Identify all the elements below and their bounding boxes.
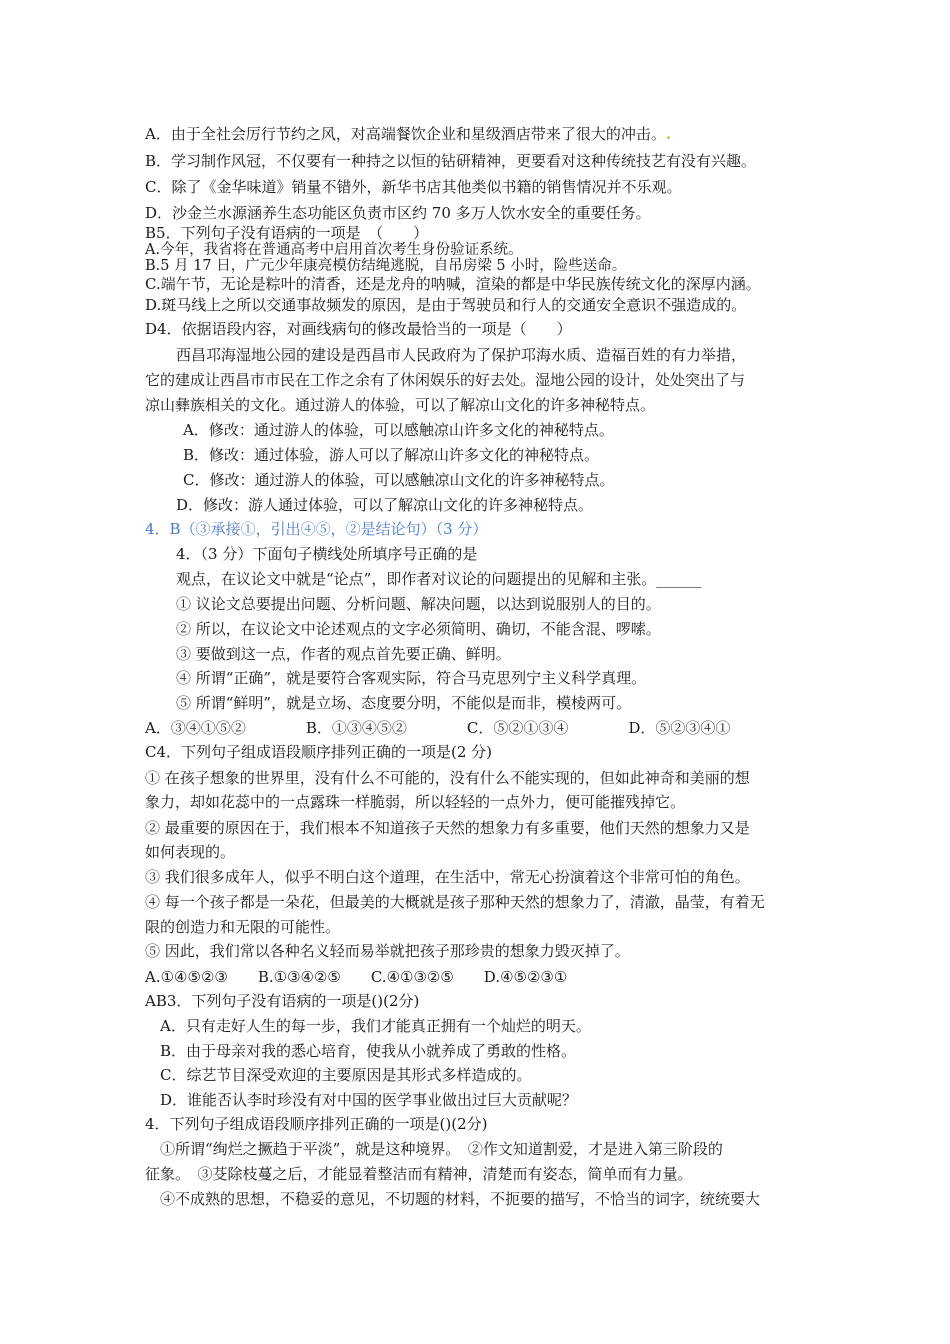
option-line: A．由于全社会厉行节约之风，对高端餐饮企业和星级酒店带来了很大的冲击。. (145, 125, 672, 143)
paragraph-line: 观点，在议论文中就是“论点”，即作者对议论的问题提出的见解和主张。______ (176, 570, 702, 588)
list-item: ⑤ 所谓“鲜明”，就是立场、态度要分明，不能似是而非，模棱两可。 (176, 694, 632, 712)
paragraph-line: ⑤ 因此，我们常以各种名义轻而易举就把孩子那珍贵的想象力毁灭掉了。 (145, 942, 630, 960)
answer-line: 4．B（③承接①，引出④⑤，②是结论句）（3 分） (145, 520, 488, 538)
paragraph-line: ① 在孩子想象的世界里，没有什么不可能的，没有什么不能实现的，但如此神奇和美丽的想 (145, 769, 750, 787)
list-item: ② 所以，在议论文中论述观点的文字必须简明、确切，不能含混、啰嗦。 (176, 620, 661, 638)
highlight-mark: . (665, 125, 672, 143)
option-line: A.今年，我省将在普通高考中启用首次考生身份验证系统。 (145, 242, 523, 258)
option-line: C．修改：通过游人的体验，可以感触凉山文化的许多神秘特点。 (183, 471, 615, 489)
question-heading: B5．下列句子没有语病的一项是 （ ） (145, 224, 429, 242)
paragraph-line: ①所谓“绚烂之撅趋于平淡”，就是这种境界。 ②作文知道割爱，才是进入第三阶段的 (160, 1140, 723, 1158)
option-line: A．只有走好人生的每一步，我们才能真正拥有一个灿烂的明天。 (160, 1017, 591, 1035)
list-item: ③ 要做到这一点，作者的观点首先要正确、鲜明。 (176, 645, 511, 663)
option-line: D．修改：游人通过体验，可以了解凉山文化的许多神秘特点。 (176, 496, 594, 514)
option-line: D．沙金兰水源涵养生态功能区负责市区约 70 多万人饮水安全的重要任务。 (145, 204, 651, 222)
option-line: A．修改：通过游人的体验，可以感触凉山许多文化的神秘特点。 (183, 421, 614, 439)
option-line: B．学习制作风冠，不仅要有一种持之以恒的钻研精神，更要看对这种传统技艺有没有兴趣。 (145, 152, 757, 170)
paragraph-line: 象力，却如花蕊中的一点露珠一样脆弱，所以轻轻的一点外力，便可能摧残掉它。 (145, 793, 686, 811)
paragraph-line: ④不成熟的思想，不稳妥的意见，不切题的材料，不扼要的描写，不恰当的词字，统统要大 (160, 1190, 761, 1208)
paragraph-line: 限的创造力和无限的可能性。 (145, 918, 341, 936)
question-heading: 4．下列句子组成语段顺序排列正确的一项是()(2分) (145, 1115, 488, 1133)
option-line: B．由于母亲对我的悉心培育，使我从小就养成了勇敢的性格。 (160, 1042, 577, 1060)
option-line: A．③④①⑤② B．①③④⑤② C．⑤②①③④ D．⑤②③④① (145, 719, 731, 737)
option-line: C．综艺节目深受欢迎的主要原因是其形式多样造成的。 (160, 1066, 532, 1084)
question-heading: C4．下列句子组成语段顺序排列正确的一项是(2 分) (145, 743, 493, 761)
question-heading: 4．（3 分）下面句子横线处所填序号正确的是 (176, 545, 478, 563)
option-line: C.端午节，无论是粽叶的清香，还是龙舟的呐喊，渲染的都是中华民族传统文化的深厚内涵。 (145, 275, 761, 293)
option-line: C．除了《金华味道》销量不错外，新华书店其他类似书籍的销售情况并不乐观。 (145, 178, 682, 196)
option-line: B.5 月 17 日，广元少年康亮模仿结绳逃脱，自吊房梁 5 小时，险些送命。 (145, 258, 627, 274)
question-heading: D4．依据语段内容，对画线病句的修改最恰当的一项是（ ） (145, 320, 572, 338)
option-line: D.斑马线上之所以交通事故频发的原因，是由于驾驶员和行人的交通安全意识不强造成的。 (145, 296, 747, 314)
option-line: D．谁能否认李时珍没有对中国的医学事业做出过巨大贡献呢？ (160, 1091, 578, 1109)
paragraph-line: 凉山彝族相关的文化。通过游人的体验，可以了解凉山文化的许多神秘特点。 (145, 396, 656, 414)
option-line: A.①④⑤②③ B.①③④②⑤ C.④①③②⑤ D.④⑤②③① (145, 968, 568, 986)
paragraph-line: 征象。 ③芟除枝蔓之后，才能显着整洁而有精神，清楚而有姿态，简单而有力量。 (145, 1165, 693, 1183)
paragraph-line: ② 最重要的原因在于，我们根本不知道孩子天然的想象力有多重要，他们天然的想象力又是 (145, 819, 750, 837)
option-line: B．修改：通过体验，游人可以了解凉山许多文化的神秘特点。 (183, 446, 600, 464)
paragraph-line: 如何表现的。 (145, 843, 236, 861)
paragraph-line: ③ 我们很多成年人，似乎不明白这个道理，在生活中，常无心扮演着这个非常可怕的角色。 (145, 868, 750, 886)
list-item: ① 议论文总要提出问题、分析问题、解决问题，以达到说服别人的目的。 (176, 595, 661, 613)
paragraph-line: 它的建成让西昌市市民在工作之余有了休闲娱乐的好去处。湿地公园的设计，处处突出了与 (145, 371, 746, 389)
list-item: ④ 所谓“正确”，就是要符合客观实际，符合马克思列宁主义科学真理。 (176, 669, 647, 687)
paragraph-line: 西昌邛海湿地公园的建设是西昌市人民政府为了保护邛海水质、造福百姓的有力举措， (176, 346, 747, 364)
question-heading: AB3．下列句子没有语病的一项是()(2分) (145, 992, 420, 1010)
paragraph-line: ④ 每一个孩子都是一朵花，但最美的大概就是孩子那种天然的想象力了，清澈，晶莹，有着无 (145, 893, 765, 911)
